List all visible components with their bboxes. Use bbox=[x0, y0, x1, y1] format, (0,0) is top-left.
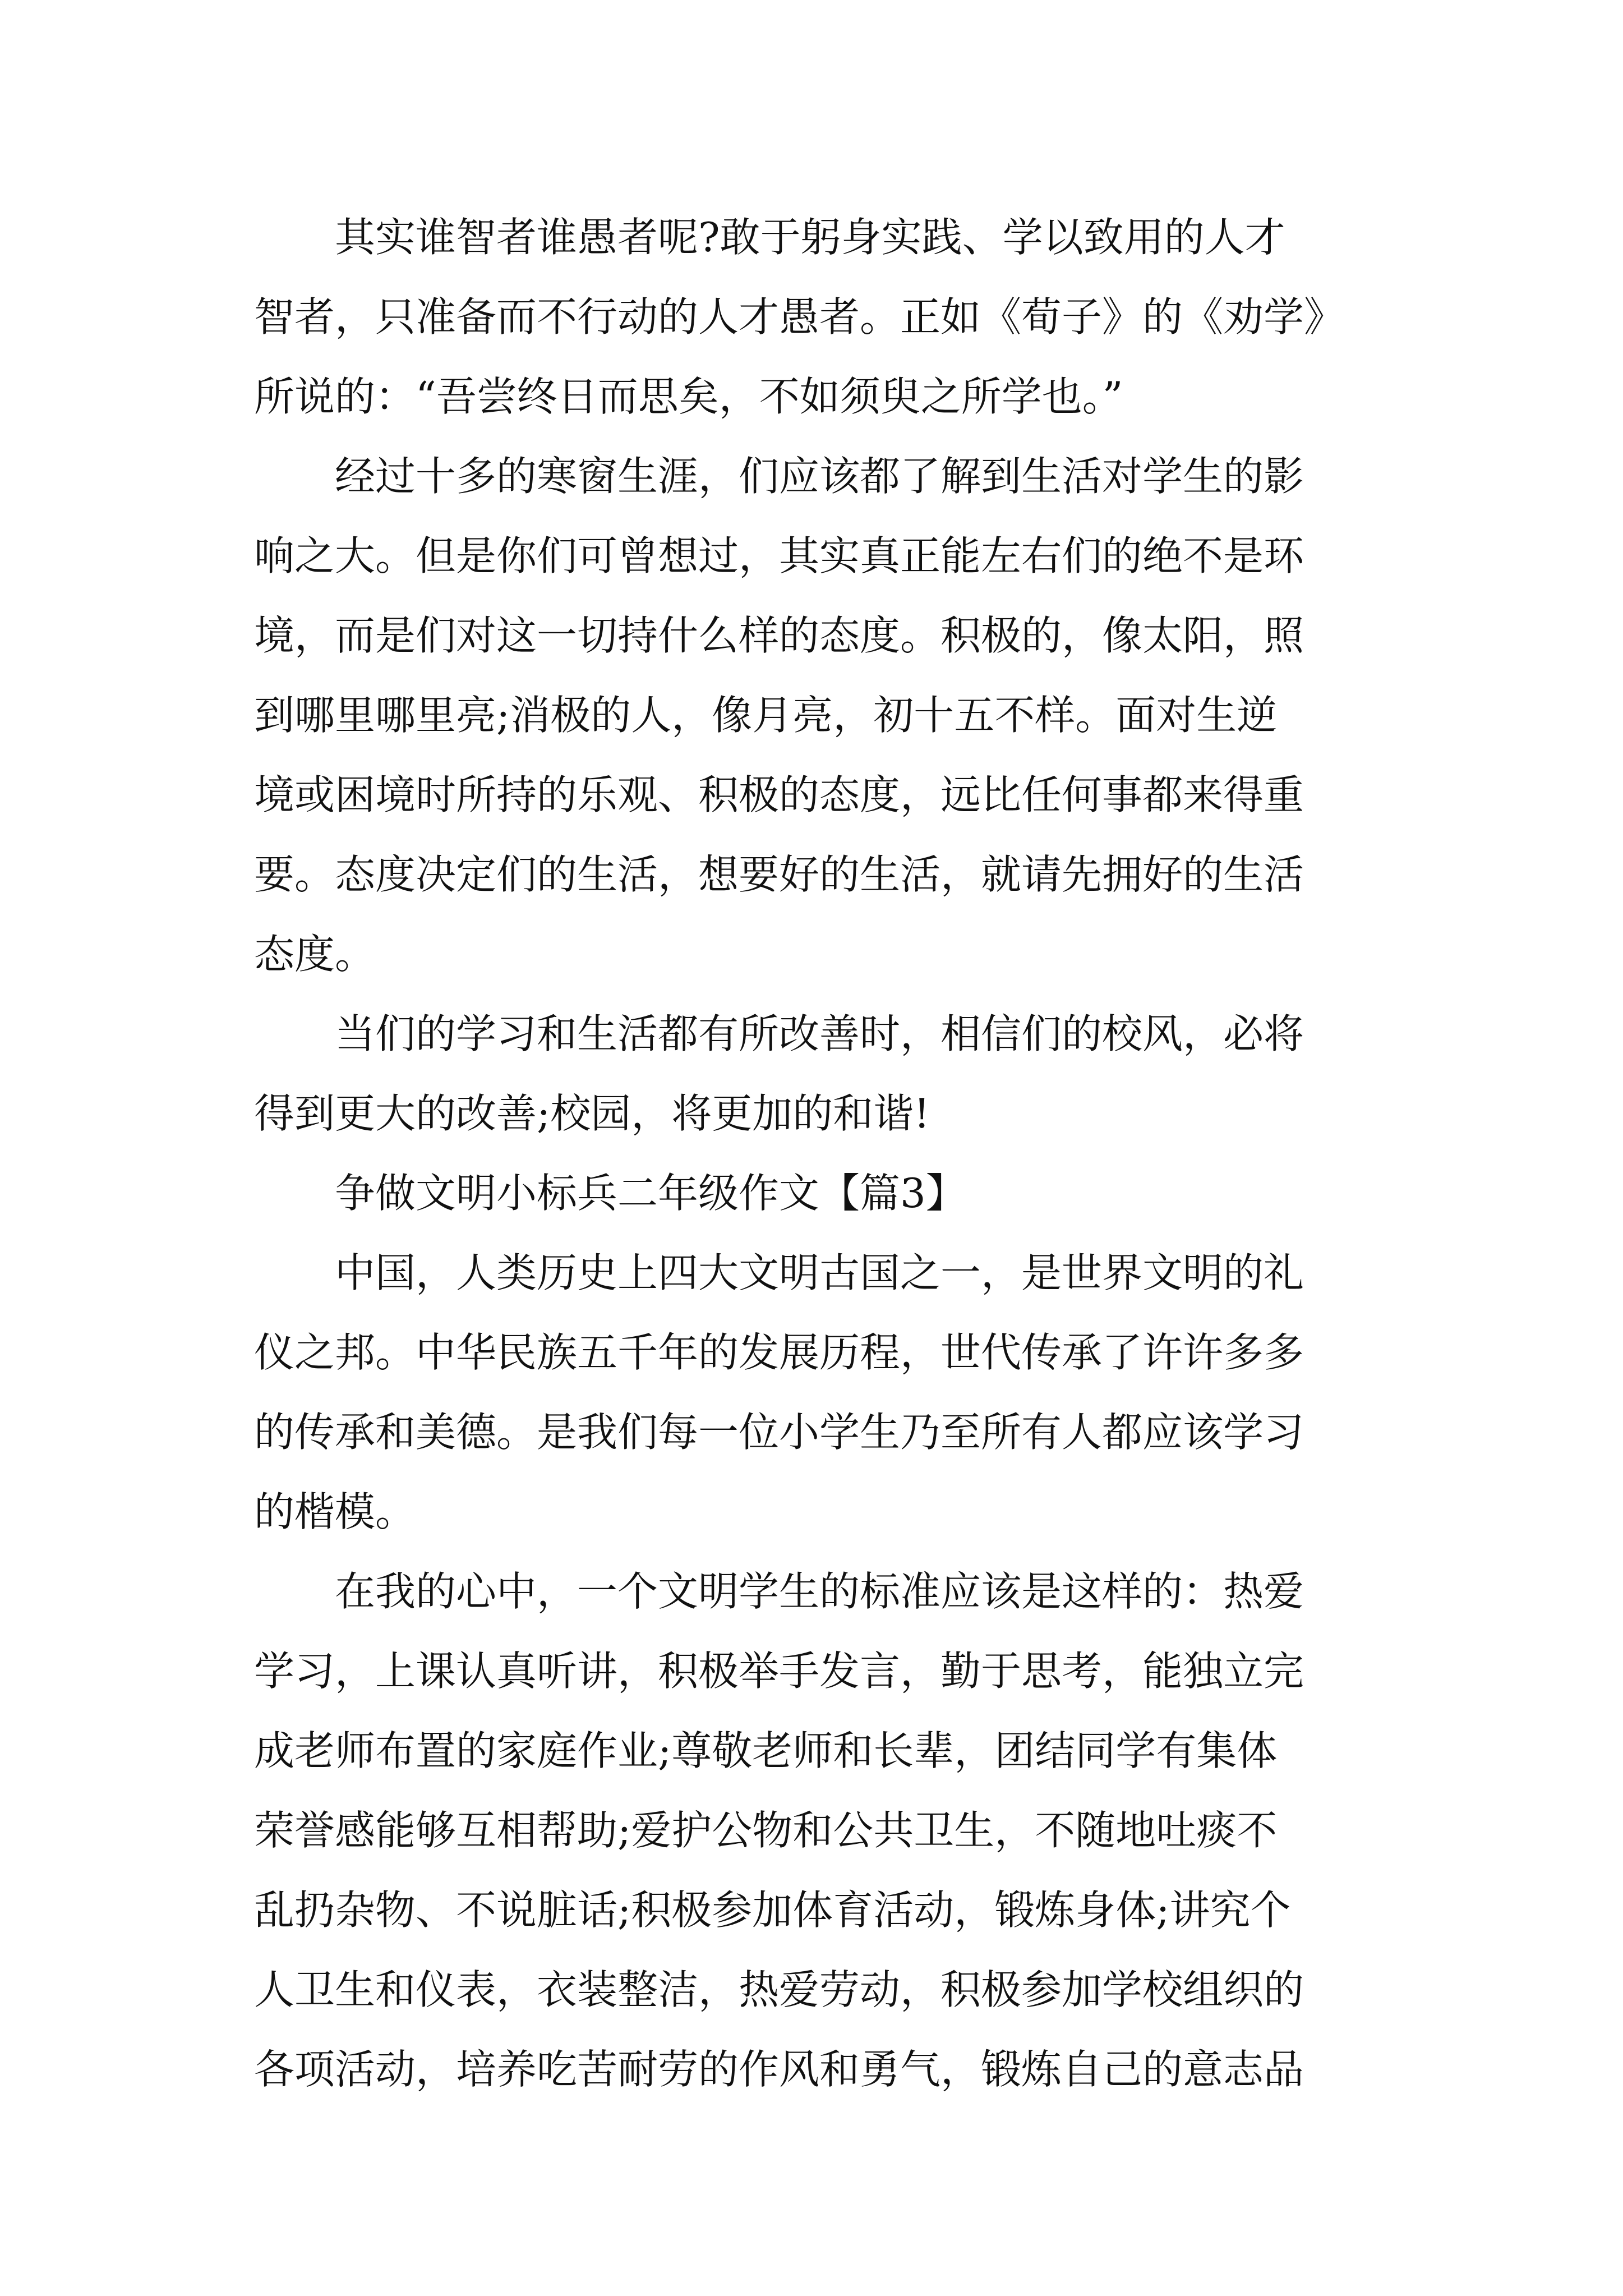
paragraph-line: 所说的：“吾尝终日而思矣，不如须臾之所学也。” bbox=[254, 373, 1123, 420]
paragraph-line: 境或困境时所持的乐观、积极的态度，远比任何事都来得重 bbox=[254, 771, 1304, 818]
paragraph-line: 仪之邦。中华民族五千年的发展历程，世代传承了许许多多 bbox=[254, 1329, 1304, 1376]
paragraph-line: 到哪里哪里亮;消极的人，像月亮，初十五不样。面对生逆 bbox=[254, 692, 1278, 739]
paragraph-line: 要。态度决定们的生活，想要好的生活，就请先拥好的生活 bbox=[254, 851, 1304, 898]
paragraph-line: 学习，上课认真听讲，积极举手发言，勤于思考，能独立完 bbox=[254, 1648, 1304, 1695]
paragraph-line: 当们的学习和生活都有所改善时，相信们的校风，必将 bbox=[335, 1010, 1304, 1057]
section-heading: 争做文明小标兵二年级作文【篇3】 bbox=[335, 1170, 966, 1217]
paragraph-line: 在我的心中，一个文明学生的标准应该是这样的：热爱 bbox=[335, 1568, 1304, 1615]
paragraph-line: 中国，人类历史上四大文明古国之一，是世界文明的礼 bbox=[335, 1249, 1304, 1296]
paragraph-line: 得到更大的改善;校园，将更加的和谐! bbox=[254, 1090, 930, 1137]
paragraph-line: 响之大。但是你们可曾想过，其实真正能左右们的绝不是环 bbox=[254, 532, 1304, 579]
paragraph-line: 乱扔杂物、不说脏话;积极参加体育活动，锻炼身体;讲究个 bbox=[254, 1887, 1291, 1934]
paragraph-line: 的传承和美德。是我们每一位小学生乃至所有人都应该学习 bbox=[254, 1409, 1304, 1456]
paragraph-line: 其实谁智者谁愚者呢?敢于躬身实践、学以致用的人才 bbox=[335, 214, 1285, 261]
body-text bbox=[254, 197, 1387, 2109]
paragraph-line: 的楷模。 bbox=[254, 1488, 416, 1535]
paragraph-line: 态度。 bbox=[254, 931, 376, 978]
paragraph-line: 人卫生和仪表，衣装整洁，热爱劳动，积极参加学校组织的 bbox=[254, 1966, 1304, 2013]
paragraph-line: 智者，只准备而不行动的人才愚者。正如《荀子》的《劝学》 bbox=[254, 293, 1345, 341]
paragraph-line: 境，而是们对这一切持什么样的态度。积极的，像太阳，照 bbox=[254, 612, 1304, 659]
paragraph-line: 经过十多的寒窗生涯，们应该都了解到生活对学生的影 bbox=[335, 453, 1304, 500]
paragraph-line: 荣誉感能够互相帮助;爱护公物和公共卫生，不随地吐痰不 bbox=[254, 1807, 1278, 1854]
paragraph-line: 成老师布置的家庭作业;尊敬老师和长辈，团结同学有集体 bbox=[254, 1727, 1278, 1774]
paragraph-line: 各项活动，培养吃苦耐劳的作风和勇气，锻炼自己的意志品 bbox=[254, 2046, 1304, 2093]
